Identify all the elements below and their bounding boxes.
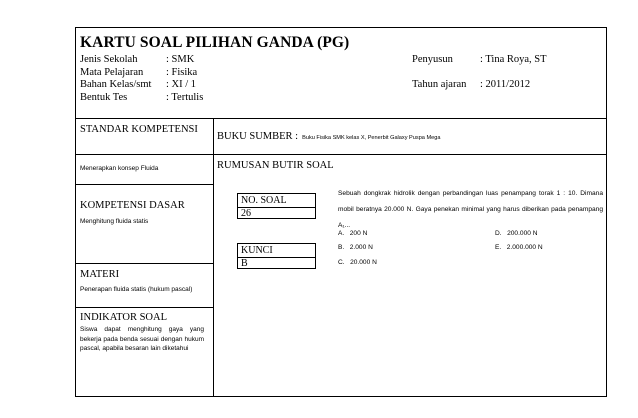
option-c: C. 20.000 N [338,259,377,266]
row-divider-3 [76,263,213,264]
card-title: KARTU SOAL PILIHAN GANDA (PG) [80,34,350,51]
header-divider [76,118,606,119]
tahun-ajaran-label: Tahun ajaran [412,79,467,90]
option-b: B. 2.000 N [338,244,373,251]
standar-kompetensi-text: Menerapkan konsep Fluida [80,165,159,172]
standar-kompetensi-title: STANDAR KOMPETENSI [80,124,198,135]
buku-sumber-text: Buku Fisika SMK kelas X, Penerbit Galaxy Puspa Mega [302,135,441,141]
indikator-soal-text: Siswa dapat menghitung gaya yang bekerja pada benda sesuai dengan hukum pascal, apabila besaran lain diketahui [80,326,204,352]
kompetensi-dasar-title: KOMPETENSI DASAR [80,200,185,211]
tahun-ajaran-value: : 2011/2012 [480,79,531,90]
kunci-box [237,243,316,269]
rumusan-butir-soal-title: RUMUSAN BUTIR SOAL [217,160,334,171]
materi-title: MATERI [80,269,120,280]
option-a: A. 200 N [338,230,368,237]
row-divider-4 [76,307,213,308]
option-e: E. 2.000.000 N [495,244,543,251]
buku-sumber [217,126,440,144]
penyusun-label: Penyusun [412,54,453,65]
kunci-value: B [241,258,248,269]
materi-text: Penerapan fluida statis (hukum pascal) [80,286,193,293]
row-divider-2 [76,184,213,185]
penyusun-value: : Tina Roya, ST [480,54,547,65]
no-soal-box [237,193,316,219]
no-soal-label: NO. SOAL [241,195,287,206]
question-card [75,27,607,397]
row-divider-1 [76,154,606,155]
info-row-jenis-sekolah: Jenis Sekolah : SMK [80,54,195,65]
info-row-bentuk-tes: Bentuk Tes : Tertulis [80,91,204,103]
option-d: D. 200.000 N [495,230,538,237]
buku-sumber-label: BUKU SUMBER : [217,131,299,142]
indikator-soal-title: INDIKATOR SOAL [80,312,168,323]
column-divider [213,118,214,396]
kompetensi-dasar-text: Menghitung fluida statis [80,218,149,225]
question-text: Sebuah dongkrak hidrolik dengan perbandingan luas penampang torak 1 : 10. Dimana mobil beratnya 20.000 N. Gaya penekan minimal yang harus diberikan pada penampang A₁... [338,190,603,229]
school-info [80,54,290,104]
info-row-bahan-kelas: Bahan Kelas/smt : XI / 1 [80,79,197,91]
kunci-label: KUNCI [241,245,273,256]
info-row-mata-pelajaran: Mata Pelajaran : Fisika [80,66,198,78]
no-soal-value: 26 [241,208,251,219]
